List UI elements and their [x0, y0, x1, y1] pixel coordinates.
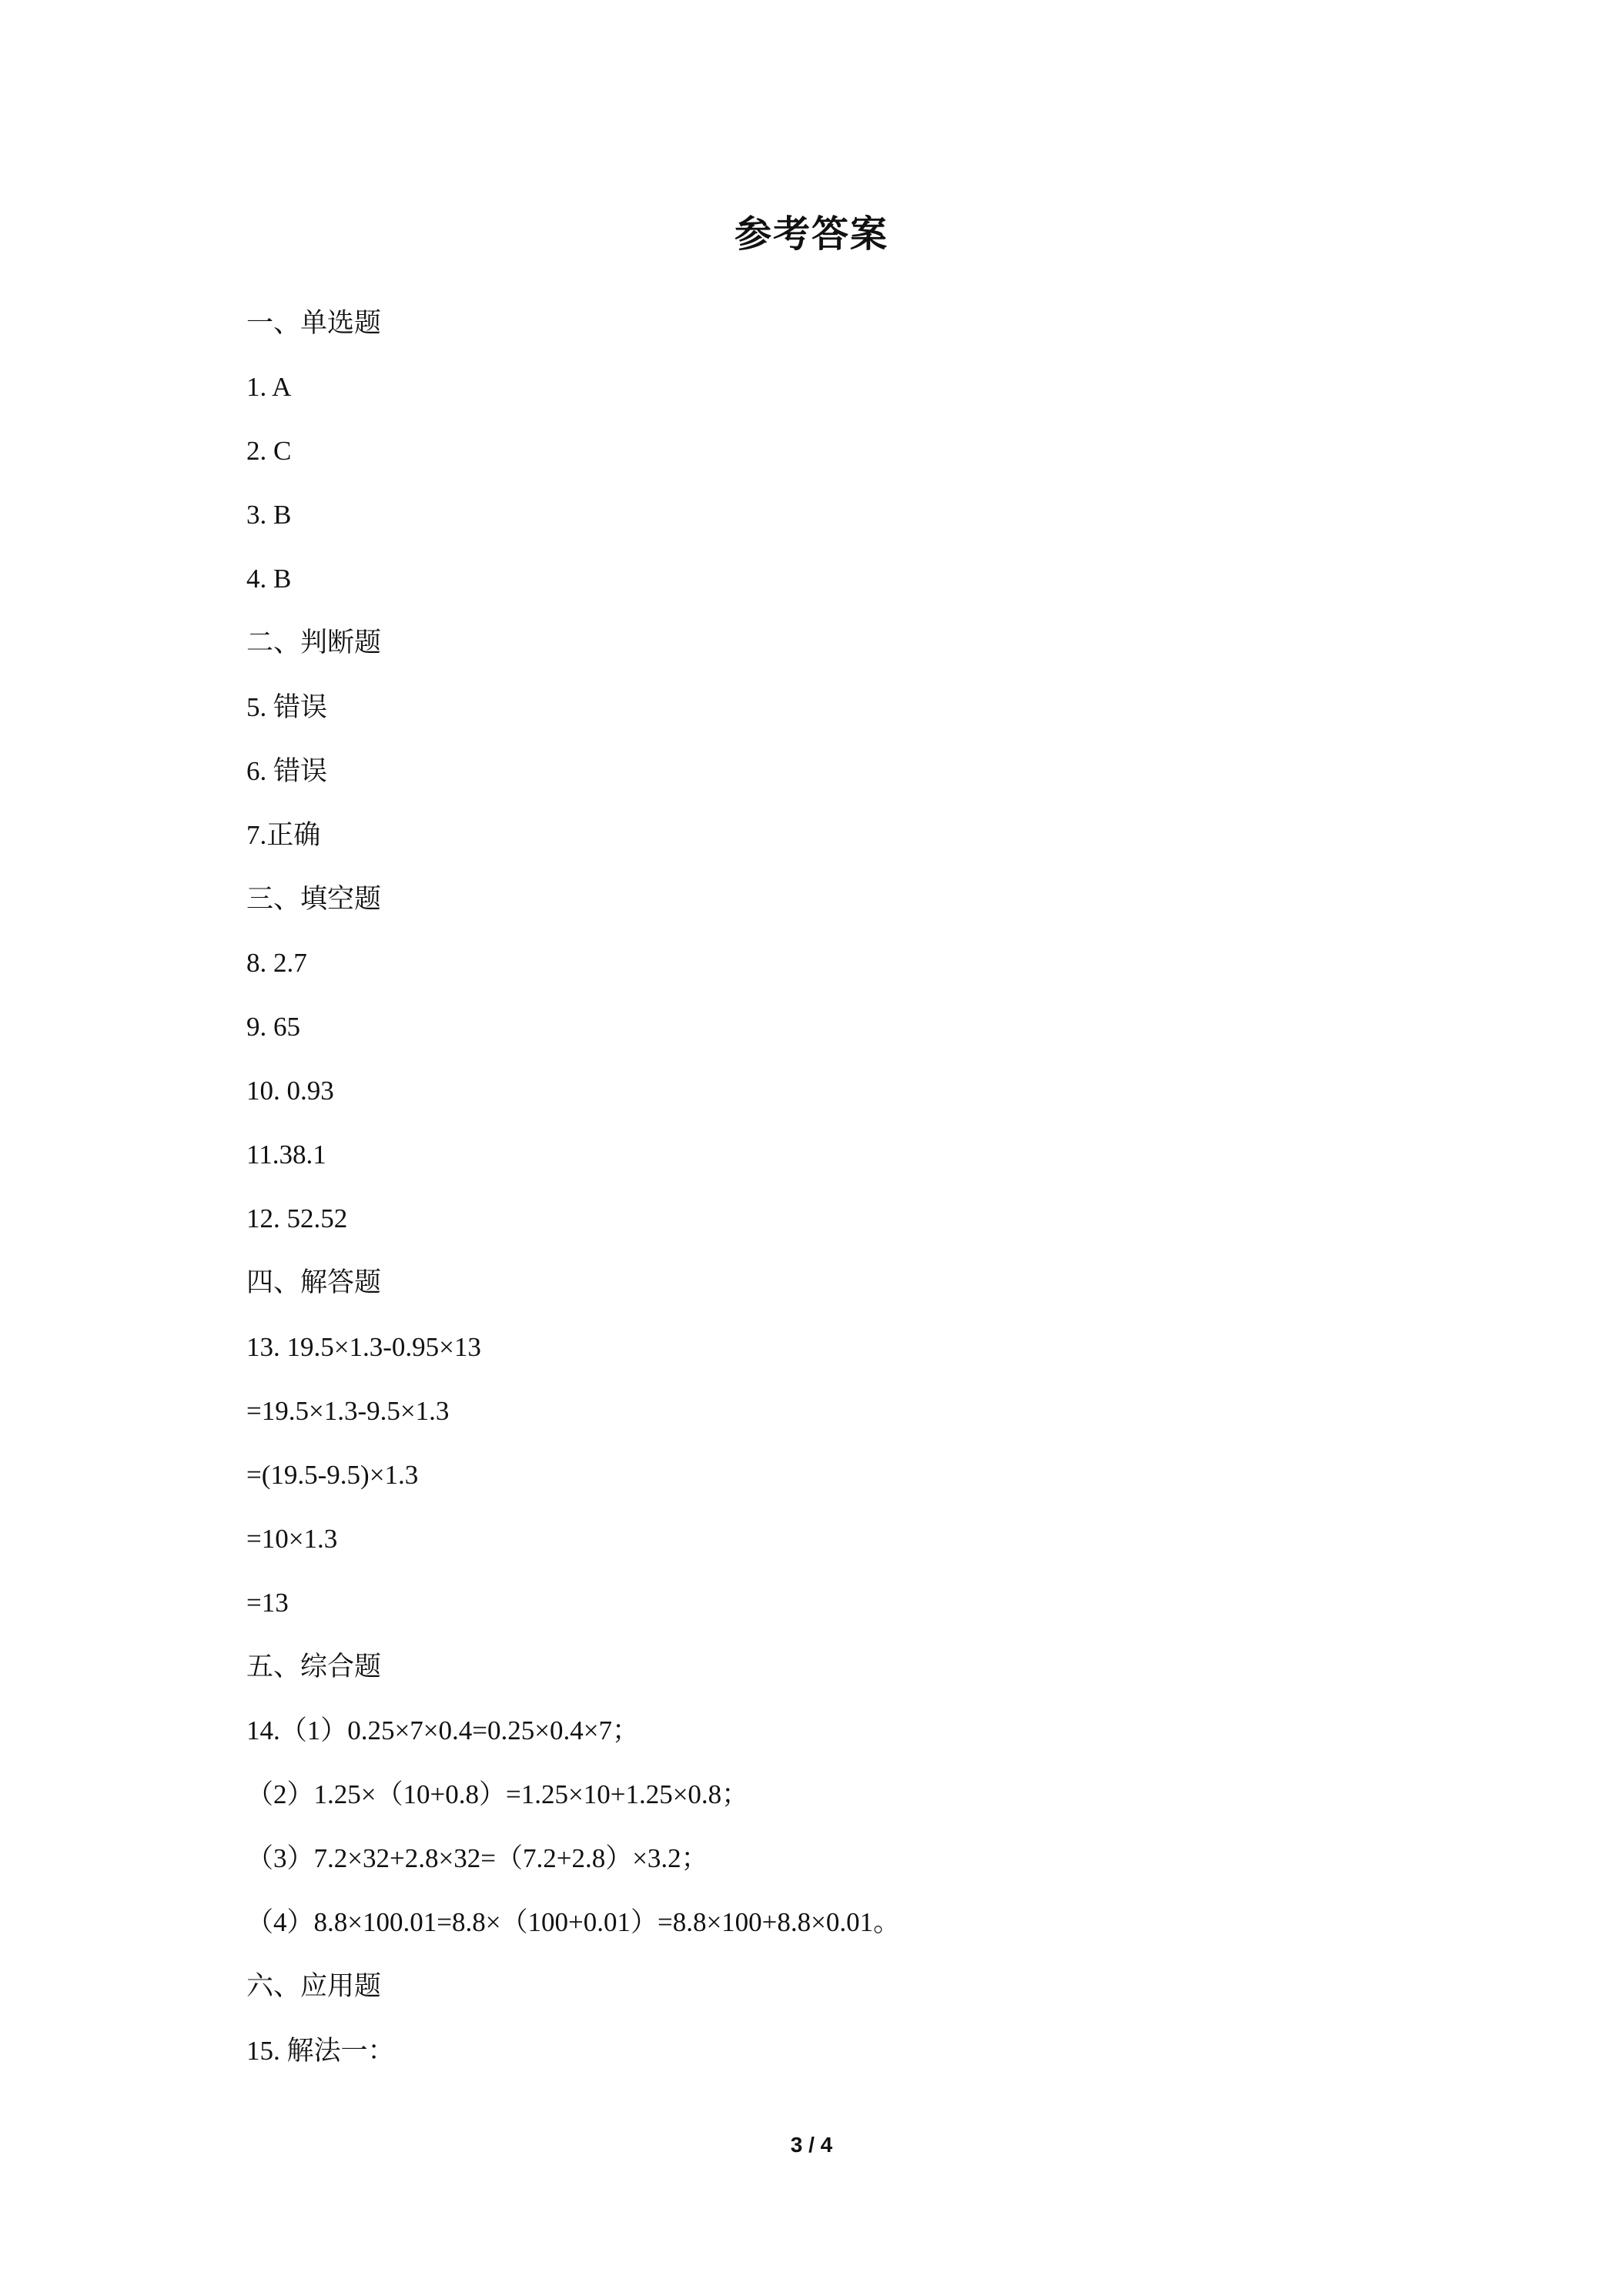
section-heading: 三、填空题 [246, 883, 382, 914]
section-heading: 六、应用题 [246, 1971, 382, 2002]
answer-line: 15. 解法一： [246, 2035, 395, 2066]
answer-line: 3. B [246, 500, 292, 530]
answer-line: =10×1.3 [246, 1523, 338, 1554]
answer-line: 2. C [246, 436, 292, 467]
answer-line: （2）1.25×（10+0.8）=1.25×10+1.25×0.8； [246, 1779, 749, 1810]
answer-line: 10. 0.93 [246, 1076, 334, 1106]
section-heading: 五、综合题 [246, 1651, 382, 1682]
answer-list [246, 291, 1401, 2083]
page-number: 3 / 4 [790, 2133, 833, 2157]
answer-line: 1. A [246, 372, 292, 403]
section-heading: 四、解答题 [246, 1267, 382, 1298]
section-heading: 二、判断题 [246, 628, 382, 658]
answer-line: =13 [246, 1587, 289, 1618]
answer-line: （4）8.8×100.01=8.8×（100+0.01）=8.8×100+8.8×0.01。 [246, 1907, 901, 1938]
answer-line: 6. 错误 [246, 755, 328, 786]
section-heading: 一、单选题 [246, 308, 382, 338]
answer-line: 11.38.1 [246, 1140, 326, 1170]
answer-line: 7.正确 [246, 819, 321, 850]
answer-line: 14.（1）0.25×7×0.4=0.25×0.4×7； [246, 1715, 639, 1746]
page-title: 参考答案 [734, 213, 888, 256]
answer-line: =19.5×1.3-9.5×1.3 [246, 1395, 450, 1426]
answer-line: 13. 19.5×1.3-0.95×13 [246, 1331, 481, 1362]
answer-line: 5. 错误 [246, 691, 328, 722]
answer-line: （3）7.2×32+2.8×32=（7.2+2.8）×3.2； [246, 1843, 708, 1874]
answer-line: 12. 52.52 [246, 1203, 348, 1234]
answer-line: 4. B [246, 564, 292, 594]
answer-line: 8. 2.7 [246, 947, 307, 978]
answer-line: =(19.5-9.5)×1.3 [246, 1459, 419, 1490]
answer-line: 9. 65 [246, 1012, 300, 1043]
